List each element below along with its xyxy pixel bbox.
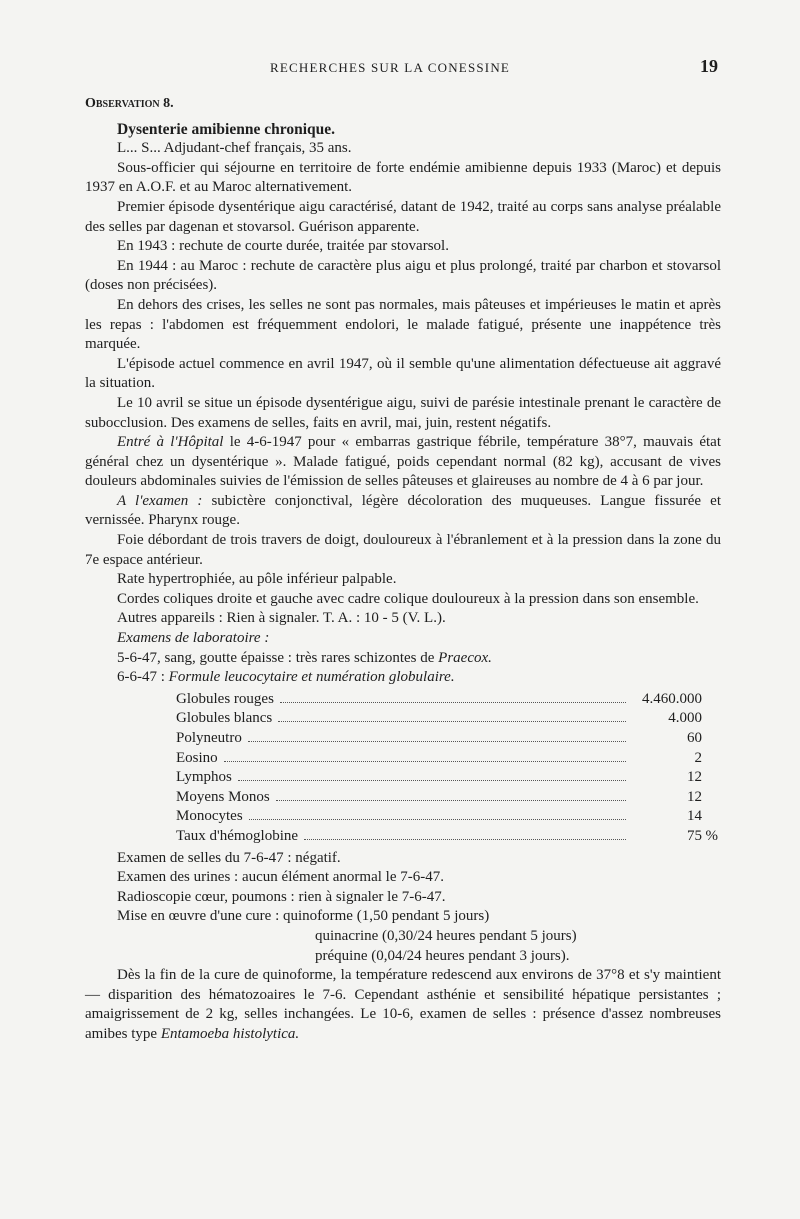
paragraph (85, 492, 721, 531)
table-row (176, 807, 718, 827)
page-header (0, 58, 800, 80)
table-row (176, 788, 718, 808)
page-number: 19 (700, 56, 718, 76)
row-label: Taux d'hémoglobine (176, 827, 299, 844)
exam-lead: A l'examen : (117, 492, 203, 509)
table-row (176, 709, 718, 729)
hospital-entry-text: le 4-6-1947 pour « embarras gastrique fébrile, température 38°7, mauvais état général chez un dysentérique ». Malade fatigué, poids cependant normal (82 kg), accusant de vives douleurs abdominales suivies de l'émission de selles pâteuses et glaireuses au nombre de 4 à 6 par jour. (85, 434, 721, 490)
leader-dots (238, 780, 626, 781)
row-value: 60 (687, 730, 702, 746)
paragraph: Examen des urines : aucun élément anormal le 7-6-47. (117, 869, 444, 886)
leader-dots (276, 800, 626, 801)
lab-results-table (176, 690, 718, 847)
table-row (176, 729, 718, 749)
paragraph: Examen de selles du 7-6-47 : négatif. (117, 849, 341, 866)
row-value: 12 (687, 769, 702, 786)
paragraph: Cordes coliques droite et gauche avec cadre colique douloureux à la pression dans son ensemble. (117, 590, 699, 607)
table-row (176, 768, 718, 788)
paragraph: Sous-officier qui séjourne en territoire de forte endémie amibienne depuis 1933 (Maroc) et depuis 1937 en A.O.F. et au Maroc alternativement. (85, 159, 721, 196)
leader-dots (304, 839, 626, 840)
row-unit: % (705, 827, 718, 844)
paragraph: En 1943 : rechute de courte durée, traitée par stovarsol. (117, 238, 449, 255)
body-text (85, 94, 721, 1045)
paragraph: Rate hypertrophiée, au pôle inférieur palpable. (117, 571, 397, 588)
exam-text: subictère conjonctival, légère décoloration des muqueuses. Langue fissurée et vernissée. Pharynx rouge. (85, 492, 721, 529)
row-label: Lymphos (176, 769, 232, 786)
row-value: 12 (687, 788, 702, 805)
paragraph (85, 668, 721, 688)
row-label: Eosino (176, 749, 218, 766)
paragraph (85, 649, 721, 669)
row-label: Monocytes (176, 808, 243, 825)
row-label: Globules rouges (176, 690, 274, 707)
leader-dots (249, 819, 626, 820)
row-label: Moyens Monos (176, 788, 270, 805)
species-name: Praecox. (438, 649, 492, 666)
row-value: 2 (694, 749, 702, 766)
species-name: Entamoeba histolytica. (160, 1025, 300, 1042)
hospital-entry-lead: Entré à l'Hôpital (117, 434, 224, 451)
paragraph: L'épisode actuel commence en avril 1947, où il semble qu'une alimentation défectueuse ait aggravé la situation. (85, 355, 721, 392)
paragraph: En 1944 : au Maroc : rechute de caractère plus aigu et plus prolongé, traité par charbon et stovarsol (doses non précisées). (85, 257, 721, 294)
lab-heading: Examens de laboratoire : (117, 630, 270, 647)
paragraph: Foie débordant de trois travers de doigt, douloureux à l'ébranlement et à la pression dans la zone du 7e espace antérieur. (85, 532, 721, 568)
paragraph (85, 966, 721, 1044)
observation-label: Observation 8. (85, 96, 174, 111)
treatment-line: quinacrine (0,30/24 heures pendant 5 jours) (315, 927, 577, 944)
leader-dots (278, 721, 626, 722)
paragraph: Radioscopie cœur, poumons : rien à signaler le 7-6-47. (117, 888, 446, 905)
formula-date: 6-6-47 : (117, 669, 165, 686)
blood-test-text: 5-6-47, sang, goutte épaisse : très rares schizontes de (117, 649, 435, 666)
formula-title: Formule leucocytaire et numération globulaire. (168, 669, 455, 686)
row-value: 4.460.000 (642, 690, 702, 707)
paragraph: Le 10 avril se situe un épisode dysentérigue aigu, suivi de parésie intestinale prenant le caractère de subocclusion. Des examens de selles, faits en avril, mai, juin, restent négatifs. (85, 394, 721, 431)
row-value: 4.000 (668, 710, 702, 727)
paragraph: L... S... Adjudant-chef français, 35 ans. (117, 140, 352, 157)
row-label: Polyneutro (176, 730, 242, 746)
leader-dots (248, 741, 626, 742)
treatment-line: préquine (0,04/24 heures pendant 3 jours). (315, 947, 570, 964)
paragraph (85, 433, 721, 492)
table-row (176, 690, 718, 710)
leader-dots (224, 761, 626, 762)
paragraph: Mise en œuvre d'une cure : quinoforme (1,50 pendant 5 jours) (117, 908, 490, 925)
table-row (176, 827, 718, 847)
row-value: 75 (687, 827, 702, 844)
running-title: RECHERCHES SUR LA CONESSINE (270, 60, 511, 75)
paragraph: En dehors des crises, les selles ne sont pas normales, mais pâteuses et impérieuses le matin et après les repas : l'abdomen est fréquemment endolori, le malade fatigué, présente une inappétence très marquée. (85, 296, 721, 353)
row-value: 14 (687, 808, 702, 825)
paragraph: Premier épisode dysentérique aigu caractérisé, datant de 1942, traité au corps sans analyse préalable des selles par dagenan et stovarsol. Guérison apparente. (85, 198, 721, 235)
closing-text: Dès la fin de la cure de quinoforme, la température redescend aux environs de 37°8 et s'y maintient — disparition des hématozoaires le 7-6. Cependant asthénie et sensibilité hépatique persistantes ; amaigrissement de 2 kg, selles inchangées. Le 10-6, examen de selles : présence d'assez nombreuses amibes type (85, 967, 721, 1042)
table-row (176, 749, 718, 769)
row-label: Globules blancs (176, 710, 273, 727)
section-title: Dysenterie amibienne chronique. (117, 120, 335, 138)
leader-dots (280, 702, 626, 703)
paragraph: Autres appareils : Rien à signaler. T. A. : 10 - 5 (V. L.). (117, 610, 446, 627)
